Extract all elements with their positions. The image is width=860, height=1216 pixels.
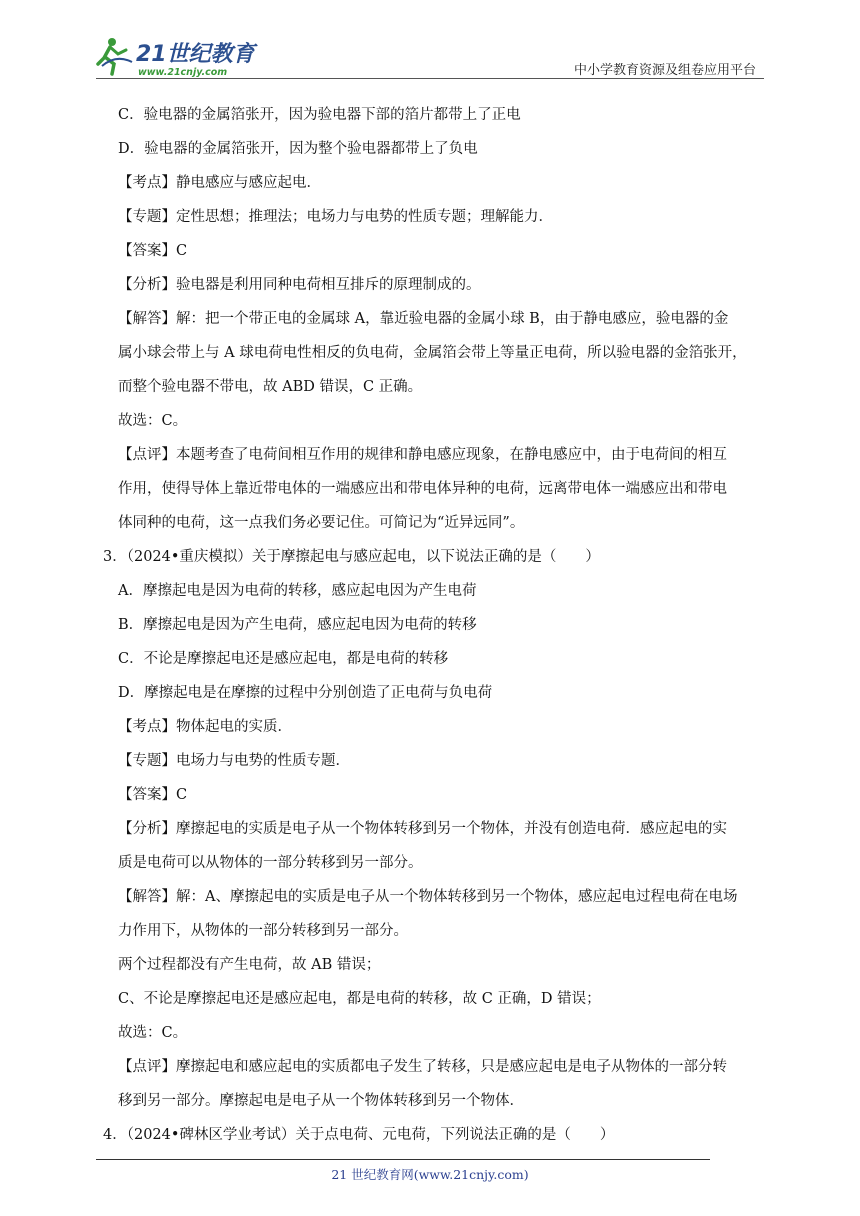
text-line: 【解答】解：A、摩擦起电的实质是电子从一个物体转移到另一个物体，感应起电过程电荷在电场: [118, 889, 738, 905]
text-line: 【点评】本题考查了电荷间相互作用的规律和静电感应现象，在静电感应中，由于电荷间的相互: [118, 447, 727, 463]
footer-divider: [96, 1159, 710, 1160]
text-line: 故选：C。: [118, 1025, 188, 1041]
text-line: A．摩擦起电是因为电荷的转移，感应起电因为产生电荷: [118, 583, 477, 599]
page-footer: 21 世纪教育网(www.21cnjy.com): [331, 1167, 529, 1182]
text-line: 而整个验电器不带电，故 ABD 错误，C 正确。: [118, 379, 423, 395]
logo-text: 21世纪教育: [136, 42, 255, 67]
text-line: 【分析】验电器是利用同种电荷相互排斥的原理制成的。: [118, 277, 481, 293]
page-header: [0, 0, 860, 90]
header-divider: [96, 78, 764, 79]
text-line: 属小球会带上与 A 球电荷电性相反的负电荷，金属箔会带上等量正电荷，所以验电器的金箔张开，: [118, 345, 747, 361]
text-line: 【分析】摩擦起电的实质是电子从一个物体转移到另一个物体，并没有创造电荷．感应起电的实: [118, 821, 727, 837]
text-line: 【答案】C: [118, 243, 188, 259]
platform-name: 中小学教育资源及组卷应用平台: [573, 63, 756, 78]
text-line: 作用，使得导体上靠近带电体的一端感应出和带电体异种的电荷，远离带电体一端感应出和带电: [118, 481, 727, 497]
text-line: C．验电器的金属箔张开，因为验电器下部的箔片都带上了正电: [118, 107, 521, 123]
text-line: 体同种的电荷，这一点我们务必要记住。可简记为“近异远同”。: [118, 515, 525, 531]
runner-icon: [98, 38, 132, 74]
text-line: D．摩擦起电是在摩擦的过程中分别创造了正电荷与负电荷: [118, 685, 493, 701]
text-line: 【专题】电场力与电势的性质专题．: [118, 753, 350, 769]
text-line: 【考点】物体起电的实质．: [118, 719, 292, 735]
text-line: 【考点】静电感应与感应起电．: [118, 175, 321, 191]
text-line: D．验电器的金属箔张开，因为整个验电器都带上了负电: [118, 141, 478, 157]
question-stem: 4．（2024•碑林区学业考试）关于点电荷、元电荷，下列说法正确的是（ ）: [103, 1127, 615, 1143]
question-stem: 3．（2024•重庆模拟）关于摩擦起电与感应起电，以下说法正确的是（ ）: [103, 549, 600, 565]
text-line: B．摩擦起电是因为产生电荷，感应起电因为电荷的转移: [118, 617, 477, 633]
text-line: 质是电荷可以从物体的一部分转移到另一部分。: [118, 855, 423, 871]
text-line: 两个过程都没有产生电荷，故 AB 错误；: [118, 957, 381, 973]
text-line: 【专题】定性思想；推理法；电场力与电势的性质专题；理解能力．: [118, 209, 553, 225]
text-line: C．不论是摩擦起电还是感应起电，都是电荷的转移: [118, 651, 449, 667]
text-line: 【点评】摩擦起电和感应起电的实质都电子发生了转移，只是感应起电是电子从物体的一部分转: [118, 1059, 727, 1075]
text-line: 力作用下，从物体的一部分转移到另一部分。: [118, 923, 408, 939]
text-line: 【答案】C: [118, 787, 188, 803]
text-line: 故选：C。: [118, 413, 188, 429]
text-line: C、不论是摩擦起电还是感应起电，都是电荷的转移，故 C 正确，D 错误；: [118, 991, 601, 1007]
text-line: 【解答】解：把一个带正电的金属球 A，靠近验电器的金属小球 B，由于静电感应，验电器的金: [118, 311, 729, 327]
text-line: 移到另一部分。摩擦起电是电子从一个物体转移到另一个物体．: [118, 1093, 524, 1109]
site-logo: [96, 34, 266, 80]
logo-url: www.21cnjy.com: [138, 67, 228, 78]
document-body: [103, 98, 763, 1152]
